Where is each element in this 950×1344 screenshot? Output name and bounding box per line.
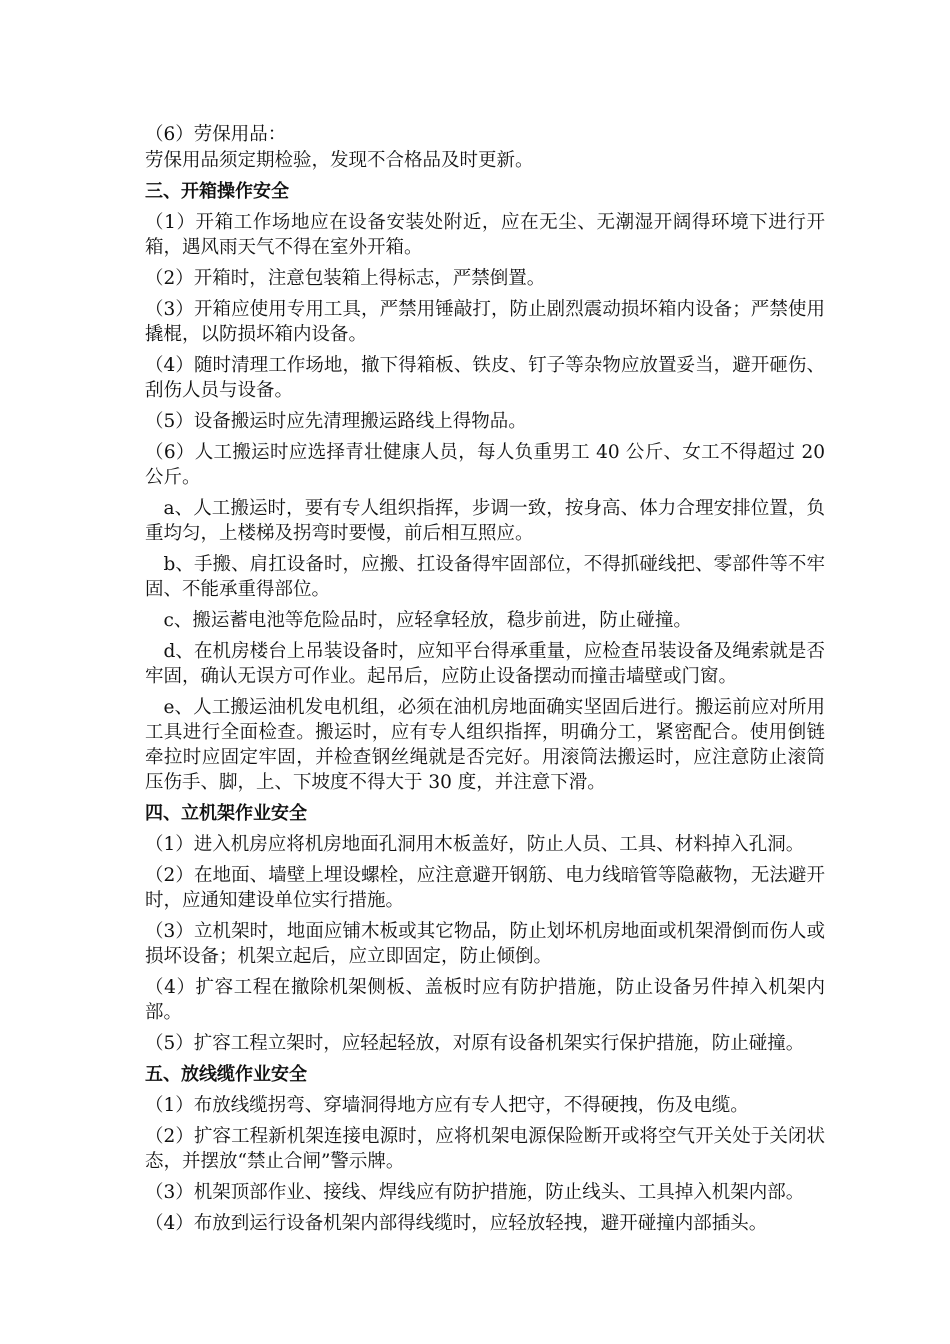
item-6-title: （6）劳保用品： <box>145 124 287 145</box>
paragraph-3-2: （2）开箱时，注意包装箱上得标志，严禁倒置。 <box>145 268 546 289</box>
paragraph-5-2: （2）扩容工程新机架连接电源时，应将机架电源保险断开或将空气开关处于关闭状态，并摆放“禁止合闸”警示牌。 <box>145 1126 825 1172</box>
paragraph-4-3: （3）立机架时，地面应铺木板或其它物品，防止划坏机房地面或机架滑倒而伤人或损坏设备；机架立起后，应立即固定，防止倾倒。 <box>145 921 825 967</box>
paragraph-5-1: （1）布放线缆拐弯、穿墙洞得地方应有专人把守，不得硬拽，伤及电缆。 <box>145 1095 749 1116</box>
paragraph-4-5: （5）扩容工程立架时，应轻起轻放，对原有设备机架实行保护措施，防止碰撞。 <box>145 1033 805 1054</box>
paragraph-3-6b: b、手搬、肩扛设备时，应搬、扛设备得牢固部位，不得抓碰线把、零部件等不牢固、不能承重得部位。 <box>145 554 825 600</box>
document-page <box>145 122 825 1242</box>
paragraph-3-6: （6）人工搬运时应选择青壮健康人员，每人负重男工 40 公斤、女工不得超过 20 公斤。 <box>145 442 825 488</box>
paragraph-4-1: （1）进入机房应将机房地面孔洞用木板盖好，防止人员、工具、材料掉入孔洞。 <box>145 834 805 855</box>
paragraph-4-4: （4）扩容工程在撤除机架侧板、盖板时应有防护措施，防止设备另件掉入机架内部。 <box>145 977 825 1023</box>
section-3-heading: 三、开箱操作安全 <box>145 181 289 202</box>
paragraph-3-6e: e、人工搬运油机发电机组，必须在油机房地面确实坚固后进行。搬运前应对所用工具进行全面检查。搬运时，应有专人组织指挥，明确分工，紧密配合。使用倒链牵拉时应固定牢固，并检查钢丝绳就是否完好。用滚筒法搬运时，应注意防止滚筒压伤手、脚，上、下坡度不得大于 30 度，并注意下滑。 <box>145 697 825 793</box>
paragraph-3-1: （1）开箱工作场地应在设备安装处附近，应在无尘、无潮湿开阔得环境下进行开箱，遇风雨天气不得在室外开箱。 <box>145 212 825 258</box>
section-4-heading: 四、立机架作业安全 <box>145 803 307 824</box>
paragraph-3-6d: d、在机房楼台上吊装设备时，应知平台得承重量，应检查吊装设备及绳索就是否牢固，确认无误方可作业。起吊后，应防止设备摆动而撞击墙壁或门窗。 <box>145 641 825 687</box>
paragraph-3-4: （4）随时清理工作场地，撤下得箱板、铁皮、钉子等杂物应放置妥当，避开砸伤、刮伤人员与设备。 <box>145 355 825 401</box>
item-6-body: 劳保用品须定期检验，发现不合格品及时更新。 <box>145 150 534 171</box>
paragraph-5-3: （3）机架顶部作业、接线、焊线应有防护措施，防止线头、工具掉入机架内部。 <box>145 1182 805 1203</box>
paragraph-3-5: （5）设备搬运时应先清理搬运路线上得物品。 <box>145 411 527 432</box>
paragraph-3-3: （3）开箱应使用专用工具，严禁用锤敲打，防止剧烈震动损坏箱内设备；严禁使用撬棍，以防损坏箱内设备。 <box>145 299 825 345</box>
paragraph-3-6c: c、搬运蓄电池等危险品时，应轻拿轻放，稳步前进，防止碰撞。 <box>163 610 692 631</box>
paragraph-5-4: （4）布放到运行设备机架内部得线缆时，应轻放轻拽，避开碰撞内部插头。 <box>145 1213 768 1234</box>
paragraph-4-2: （2）在地面、墙壁上埋设螺栓，应注意避开钢筋、电力线暗管等隐蔽物，无法避开时，应通知建设单位实行措施。 <box>145 865 825 911</box>
paragraph-3-6a: a、人工搬运时，要有专人组织指挥，步调一致，按身高、体力合理安排位置，负重均匀，上楼梯及拐弯时要慢，前后相互照应。 <box>145 498 825 544</box>
section-5-heading: 五、放线缆作业安全 <box>145 1064 307 1085</box>
